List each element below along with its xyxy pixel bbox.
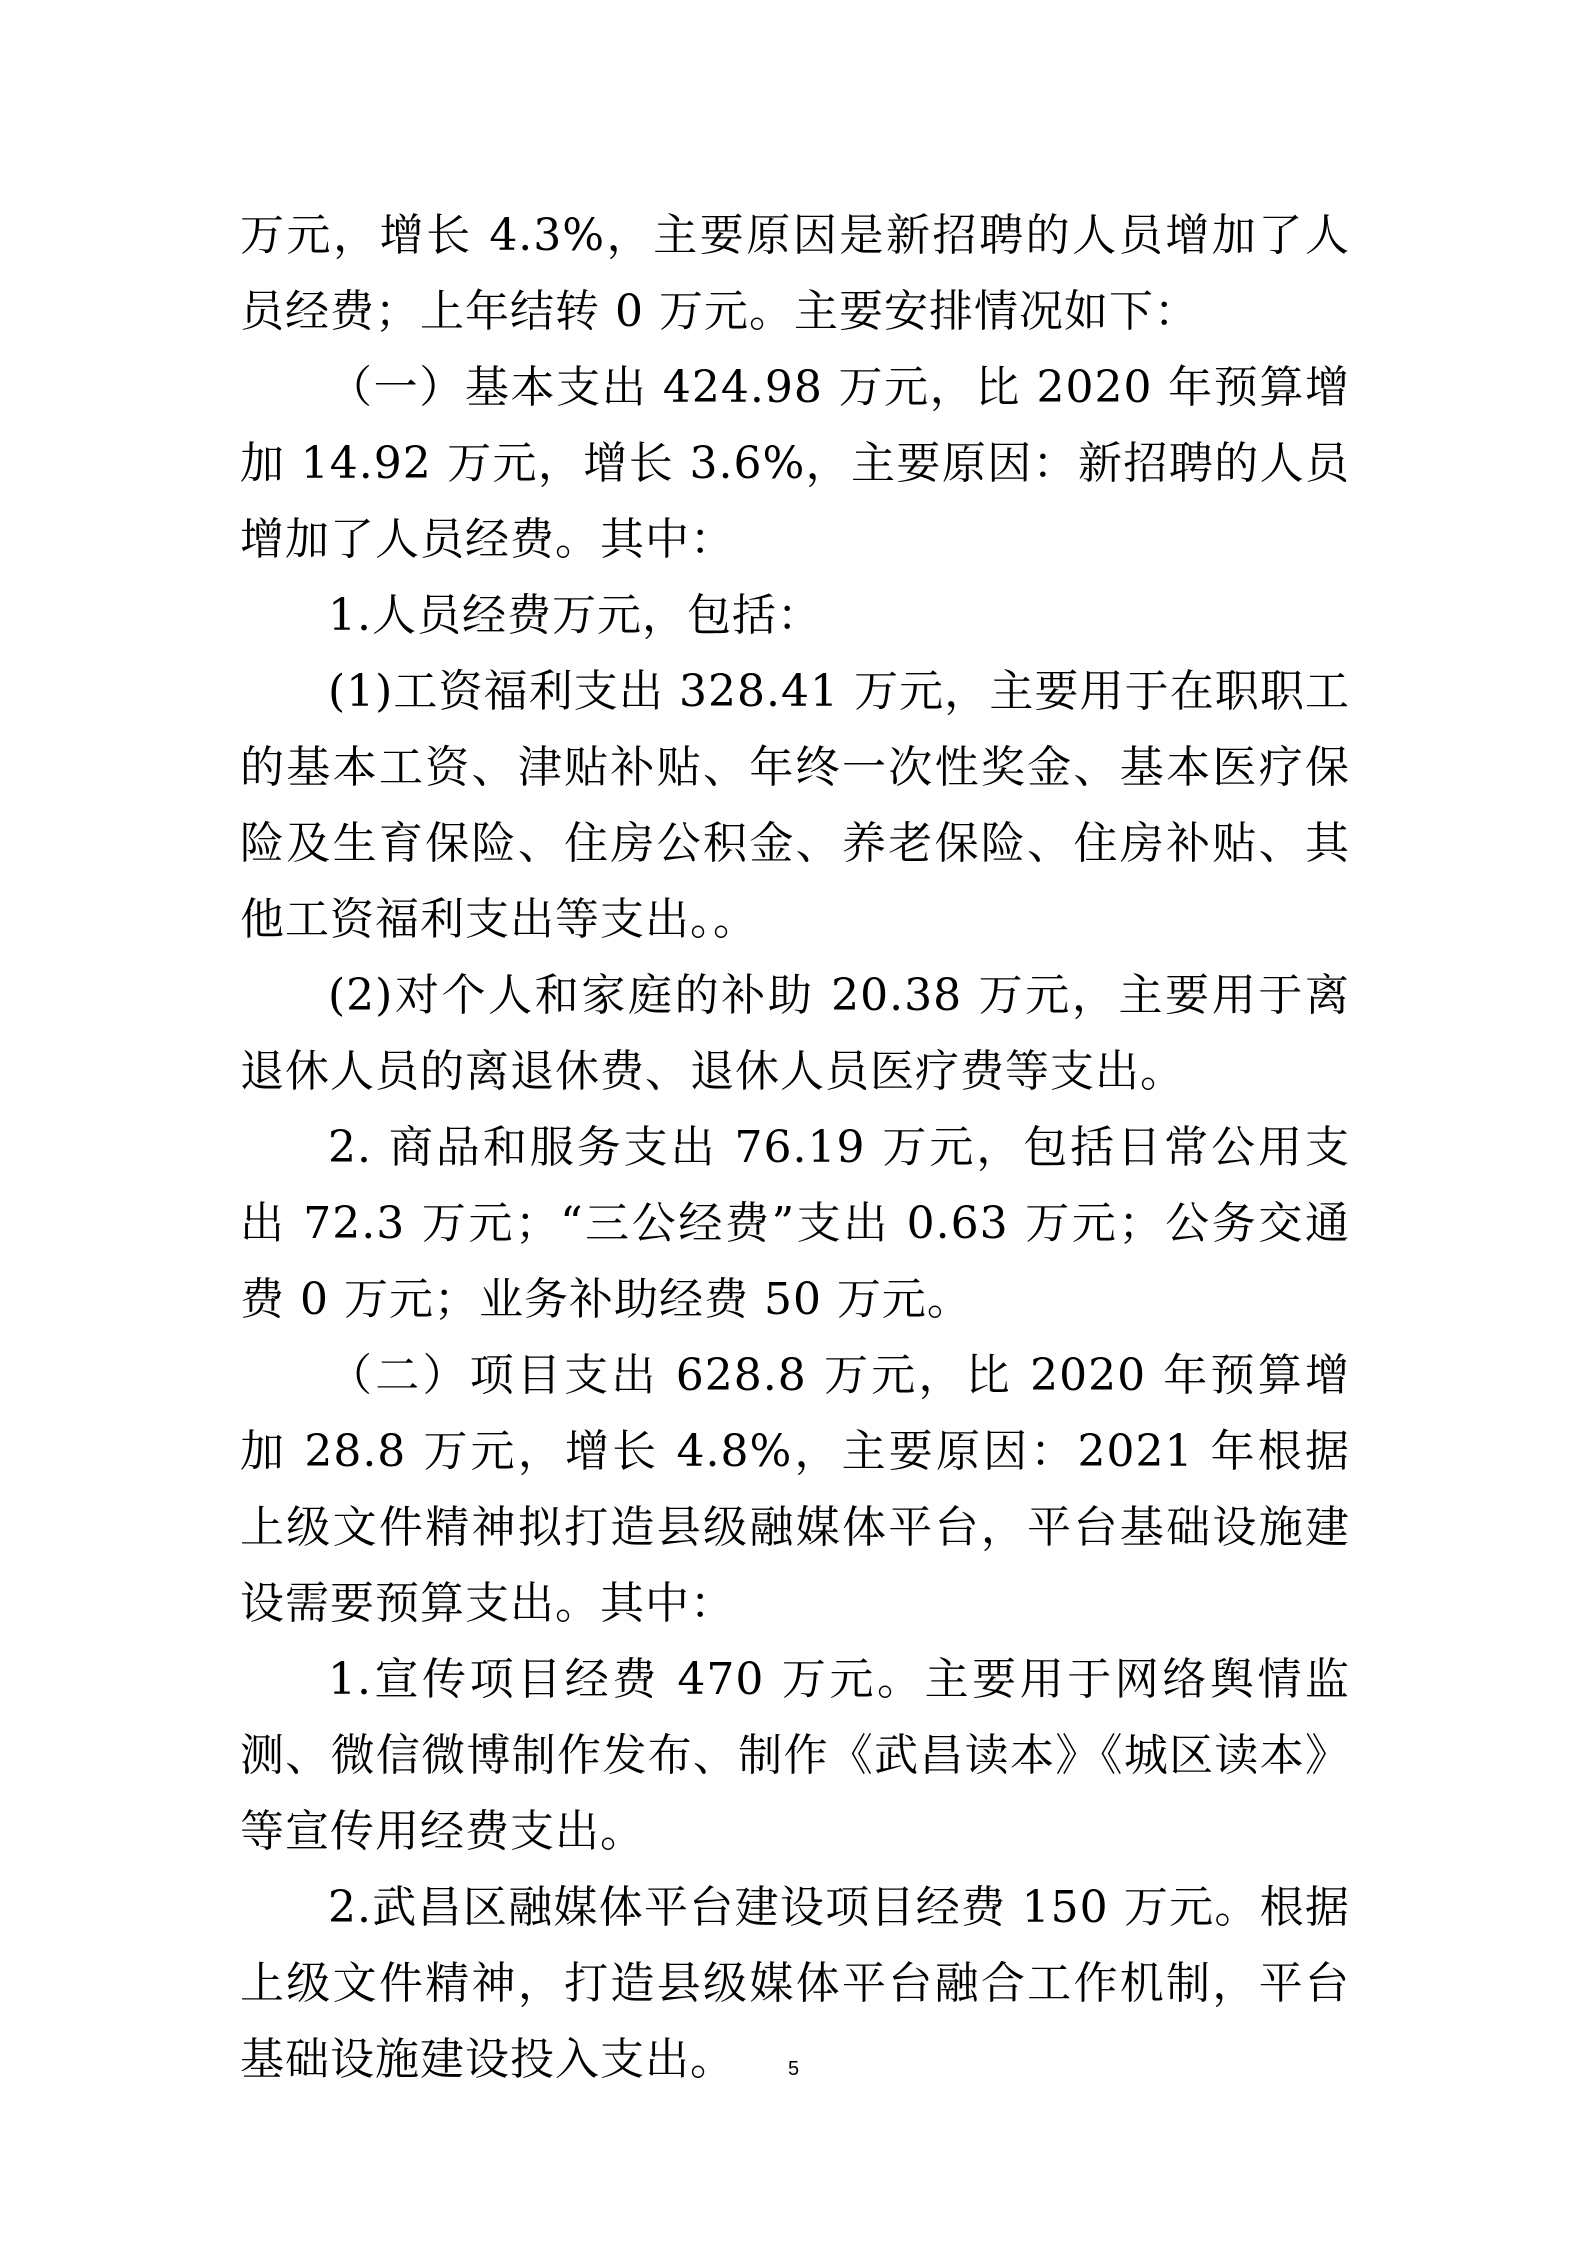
paragraph-continuation: 万元，增长 4.3%，主要原因是新招聘的人员增加了人员经费；上年结转 0 万元。主要安排情况如下：	[240, 210, 1350, 337]
paragraph-publicity-project: 1.宣传项目经费 470 万元。主要用于网络舆情监测、微信微博制作发布、制作《武昌读本》《城区读本》等宣传用经费支出。	[240, 1654, 1350, 1857]
page-number: 5	[787, 2058, 800, 2080]
paragraph-household-subsidy: (2)对个人和家庭的补助 20.38 万元，主要用于离退休人员的离退休费、退休人员医疗费等支出。	[240, 970, 1350, 1097]
paragraph-project-expenditure: （二）项目支出 628.8 万元，比 2020 年预算增加 28.8 万元，增长 4.8%，主要原因：2021 年根据上级文件精神拟打造县级融媒体平台，平台基础设施建设需要预算支出。其中：	[240, 1350, 1350, 1629]
document-body	[240, 198, 1350, 2098]
paragraph-wages-welfare: (1)工资福利支出 328.41 万元，主要用于在职职工的基本工资、津贴补贴、年终一次性奖金、基本医疗保险及生育保险、住房公积金、养老保险、住房补贴、其他工资福利支出等支出。。	[240, 666, 1350, 945]
paragraph-basic-expenditure: （一）基本支出 424.98 万元，比 2020 年预算增加 14.92 万元，增长 3.6%，主要原因：新招聘的人员增加了人员经费。其中：	[240, 362, 1350, 565]
paragraph-personnel-funds: 1.人员经费万元，包括：	[328, 590, 822, 641]
paragraph-media-platform-project: 2.武昌区融媒体平台建设项目经费 150 万元。根据上级文件精神，打造县级媒体平台融合工作机制，平台基础设施建设投入支出。	[240, 1882, 1350, 2085]
paragraph-goods-services: 2. 商品和服务支出 76.19 万元，包括日常公用支出 72.3 万元；“三公经费”支出 0.63 万元；公务交通费 0 万元；业务补助经费 50 万元。	[240, 1122, 1350, 1325]
